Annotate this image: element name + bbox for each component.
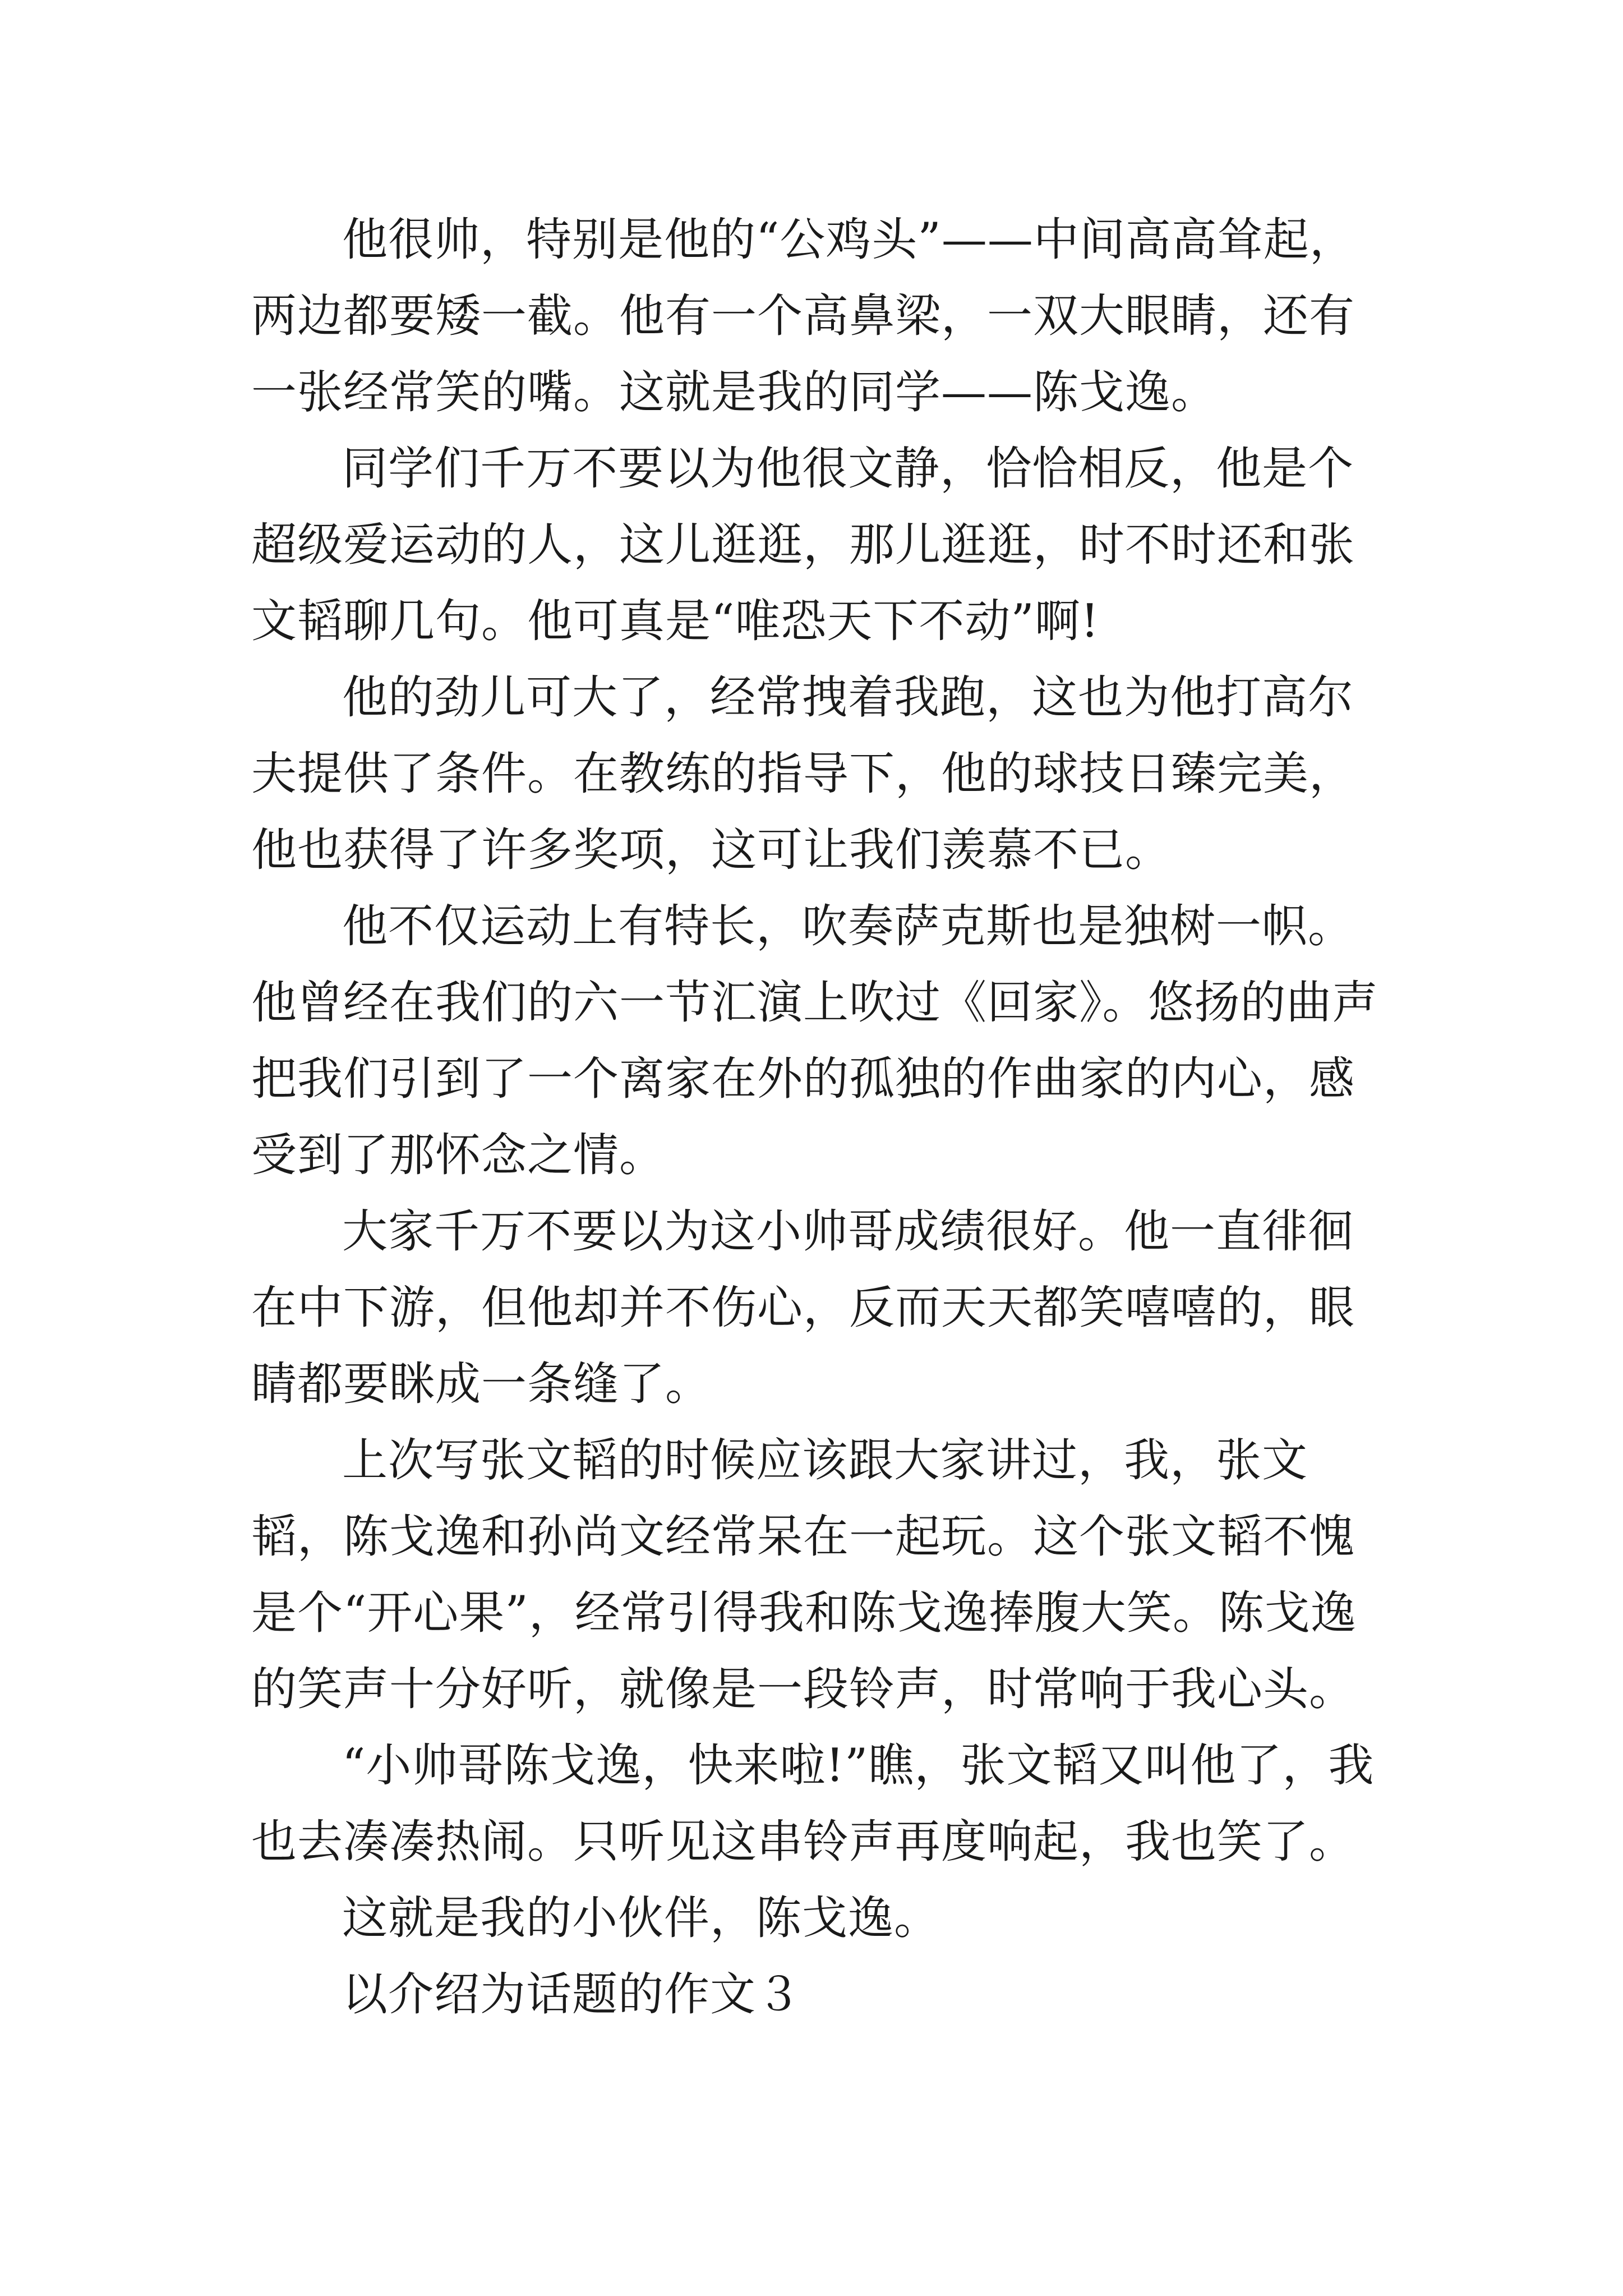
paragraph: 他很帅，特别是他的“公鸡头”——中间高高耸起，两边都要矮一截。他有一个高鼻梁，一双大眼睛，还有一张经常笑的嘴。这就是我的同学——陈戈逸。 <box>251 214 1355 419</box>
paragraph: 同学们千万不要以为他很文静，恰恰相反，他是个超级爱运动的人，这儿逛逛，那儿逛逛，时不时还和张文韬聊几句。他可真是“唯恐天下不动”啊! <box>251 443 1355 648</box>
section-heading: 以介绍为话题的作文３ <box>342 1968 803 2021</box>
paragraph: 他的劲儿可大了，经常拽着我跑，这也为他打高尔夫提供了条件。在教练的指导下，他的球技日臻完美，他也获得了许多奖项，这可让我们羡慕不已。 <box>251 671 1355 877</box>
paragraph: 这就是我的小伙伴，陈戈逸。 <box>342 1892 940 1945</box>
paragraph: 他不仅运动上有特长，吹奏萨克斯也是独树一帜。他曾经在我们的六一节汇演上吹过《回家》。悠扬的曲声把我们引到了一个离家在外的孤独的作曲家的内心，感受到了那怀念之情。 <box>251 900 1378 1182</box>
paragraph: 大家千万不要以为这小帅哥成绩很好。他一直徘徊在中下游，但他却并不伤心，反而天天都笑嘻嘻的，眼睛都要眯成一条缝了。 <box>251 1205 1355 1411</box>
document-body <box>251 202 1391 2033</box>
paragraph: 上次写张文韬的时候应该跟大家讲过，我，张文韬，陈戈逸和孙尚文经常呆在一起玩。这个张文韬不愧是个“开心果”，经常引得我和陈戈逸捧腹大笑。陈戈逸的笑声十分好听，就像是一段铃声，时常响于我心头。 <box>251 1434 1357 1716</box>
paragraph: “小帅哥陈戈逸，快来啦!”瞧，张文韬又叫他了，我也去凑凑热闹。只听见这串铃声再度响起，我也笑了。 <box>251 1740 1375 1869</box>
